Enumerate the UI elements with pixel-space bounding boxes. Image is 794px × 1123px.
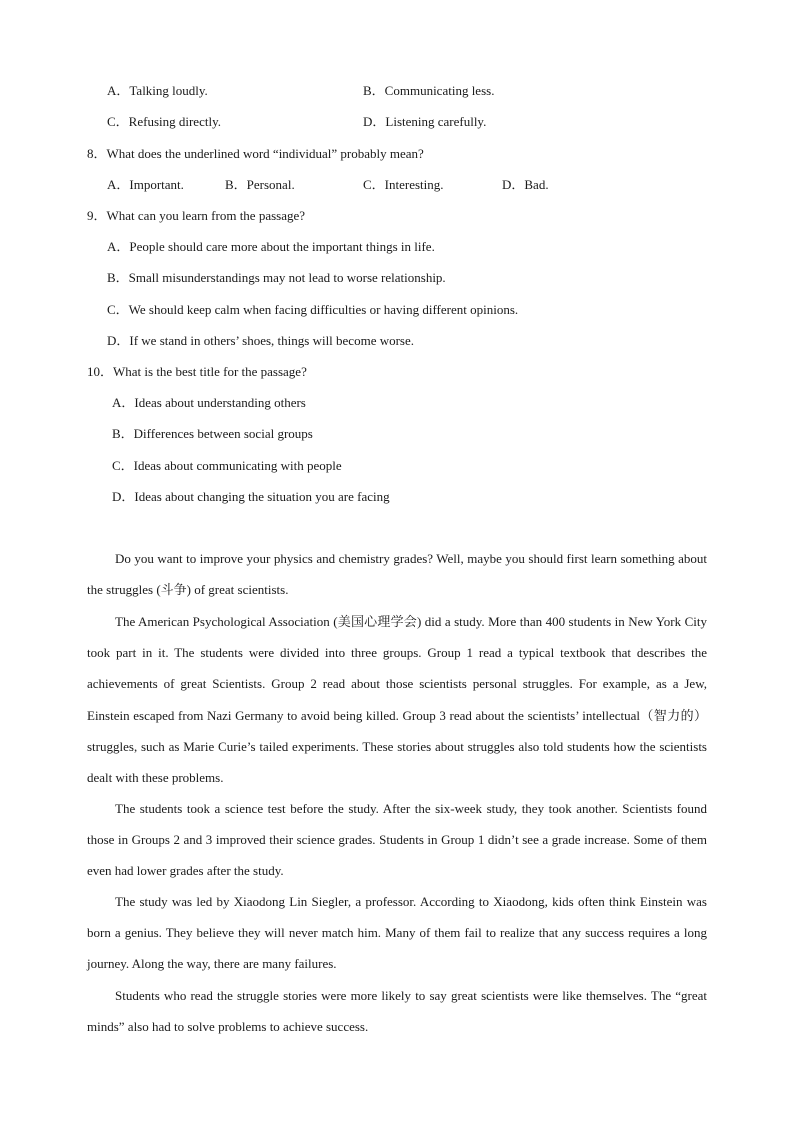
q8-option-a: A．Important. [107, 177, 184, 192]
q10-question: 10．What is the best title for the passage? [87, 364, 307, 379]
q7-option-b: B．Communicating less. [363, 83, 495, 98]
q9-option-b: B．Small misunderstandings may not lead to worse relationship. [107, 270, 446, 285]
q8-question: 8．What does the underlined word “individual” probably mean? [87, 146, 424, 161]
q9-option-a: A．People should care more about the important things in life. [107, 239, 435, 254]
q8-option-b: B．Personal. [225, 177, 295, 192]
q9-option-c: C．We should keep calm when facing difficulties or having different opinions. [107, 302, 519, 317]
q10-option-c: C．Ideas about communicating with people [112, 458, 342, 473]
passage-paragraph-3: The students took a science test before the study. After the six-week study, they took another. Scientists found those in Groups 2 and 3 improved their science grades. Students in Group 1 didn’t see a grade increase. Some of them even had lower grades after the study. [87, 801, 707, 879]
q10-option-b: B．Differences between social groups [112, 426, 313, 441]
q7-option-d: D．Listening carefully. [363, 114, 487, 129]
q7-option-a: A．Talking loudly. [107, 83, 208, 98]
q10-option-d: D．Ideas about changing the situation you are facing [112, 489, 390, 504]
passage-paragraph-4: The study was led by Xiaodong Lin Siegler, a professor. According to Xiaodong, kids often think Einstein was born a genius. They believe they will never match him. Many of them fail to realize that any success requires a long journey. Along the way, there are many failures. [87, 894, 707, 972]
q10-option-a: A．Ideas about understanding others [112, 395, 306, 410]
q9-option-d: D．If we stand in others’ shoes, things will become worse. [107, 333, 415, 348]
passage-paragraph-1: Do you want to improve your physics and chemistry grades? Well, maybe you should first learn something about the struggles (斗争) of great scientists. [87, 551, 707, 598]
q8-option-c: C．Interesting. [363, 177, 444, 192]
q7-option-c: C．Refusing directly. [107, 114, 221, 129]
passage-paragraph-5: Students who read the struggle stories were more likely to say great scientists were like themselves. The “great minds” also had to solve problems to achieve success. [87, 988, 707, 1035]
passage-paragraph-2: The American Psychological Association (美国心理学会) did a study. More than 400 students in New York City took part in it. The students were divided into three groups. Group 1 read a typical textbook that describes the achievements of great Scientists. Group 2 read about those scientists personal struggles. For example, as a Jew, Einstein escaped from Nazi Germany to avoid being killed. Group 3 read about the scientists’ intellectual（智力的）struggles, such as Marie Curie’s tailed experiments. These stories about struggles also told students how the scientists dealt with these problems. [87, 614, 707, 786]
q8-option-d: D．Bad. [502, 177, 549, 192]
q9-question: 9．What can you learn from the passage? [87, 208, 306, 223]
